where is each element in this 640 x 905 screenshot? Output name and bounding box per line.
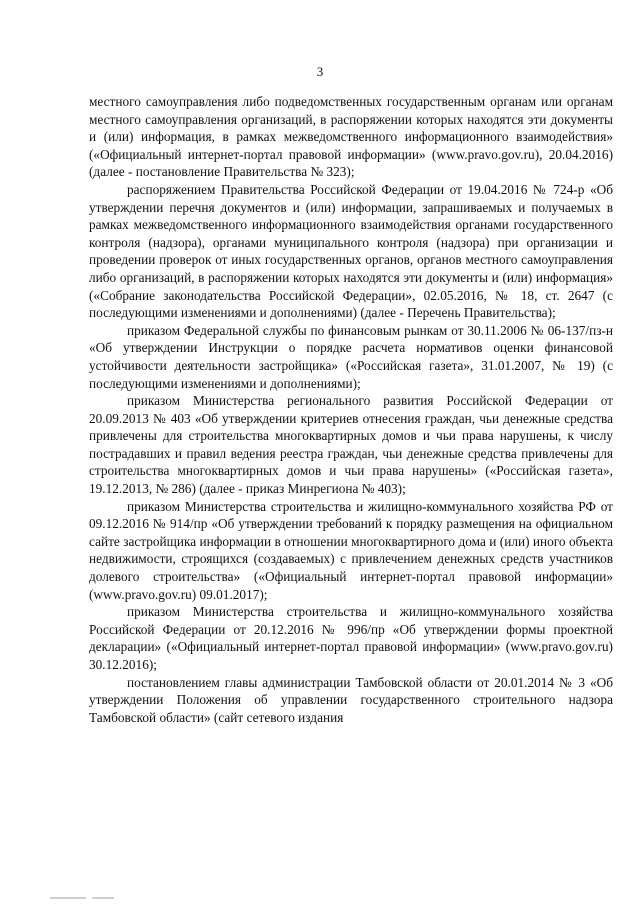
paragraph-order-724r: распоряжением Правительства Российской Федерации от 19.04.2016 № 724-р «Об утверждении перечня документов и (или) информации, запрашиваемых и получаемых в рамках межведомственного информационного взаимодействия органами государственного контроля (надзора), органами муниципального контроля (надзора) при организации и проведении проверок от иных государственных органов, органов местного самоуправления либо организаций, в распоряжении которых находятся эти документы и (или) информация» («Собрание законодательства Российской Федерации», 02.05.2016, № 18, ст. 2647 (с последующими изменениями и дополнениями) (далее - Перечень Правительства); <box>89 181 613 321</box>
paragraph-minregion-order: приказом Министерства регионального развития Российской Федерации от 20.09.2013 № 403 «Об утверждении критериев отнесения граждан, чьи денежные средства привлечены для строительства многоквартирных домов и чьи права нарушены, к числу пострадавших и правил ведения реестра граждан, чьи денежные средства привлечены для строительства многоквартирных домов и чьи права нарушены» («Российская газета», 19.12.2013, № 286) (далее - приказ Минрегиона № 403); <box>89 393 613 497</box>
scan-mark <box>92 897 114 899</box>
page-number: 3 <box>316 64 324 79</box>
document-body <box>89 93 613 726</box>
paragraph-fsfr-order: приказом Федеральной службы по финансовым рынкам от 30.11.2006 № 06-137/пз-н «Об утверждении Инструкции о порядке расчета нормативов оценки финансовой устойчивости деятельности застройщика» («Российская газета», 31.01.2007, № 19) (с последующими изменениями и дополнениями); <box>89 322 613 391</box>
paragraph-continuation: местного самоуправления либо подведомственных государственным органам или органам местного самоуправления организаций, в распоряжении которых находятся эти документы и (или) информация, в рамках межведомственного информационного взаимодействия» («Официальный интернет-портал правовой информации» (www.pravo.gov.ru), 20.04.2016) (далее - постановление Правительства № 323); <box>89 94 613 180</box>
paragraph-tambov-resolution: постановлением главы администрации Тамбовской области от 20.01.2014 № 3 «Об утверждении Положения об управлении государственного строительного надзора Тамбовской области» (сайт сетевого издания <box>89 674 613 725</box>
paragraph-minstroy-914: приказом Министерства строительства и жилищно-коммунального хозяйства РФ от 09.12.2016 № 914/пр «Об утверждении требований к порядку размещения на официальном сайте застройщика информации в отношении многоквартирного дома и (или) иного объекта недвижимости, строящихся (создаваемых) с привлечением денежных средств участников долевого строительства» («Официальный интернет-портал правовой информации» (www.pravo.gov.ru) 09.01.2017); <box>89 498 613 602</box>
scan-mark <box>50 897 86 899</box>
paragraph-minstroy-996: приказом Министерства строительства и жилищно-коммунального хозяйства Российской Федерации от 20.12.2016 № 996/пр «Об утверждении формы проектной декларации» («Официальный интернет-портал правовой информации» (www.pravo.gov.ru) 30.12.2016); <box>89 604 613 672</box>
scan-footer-marks <box>0 893 640 905</box>
